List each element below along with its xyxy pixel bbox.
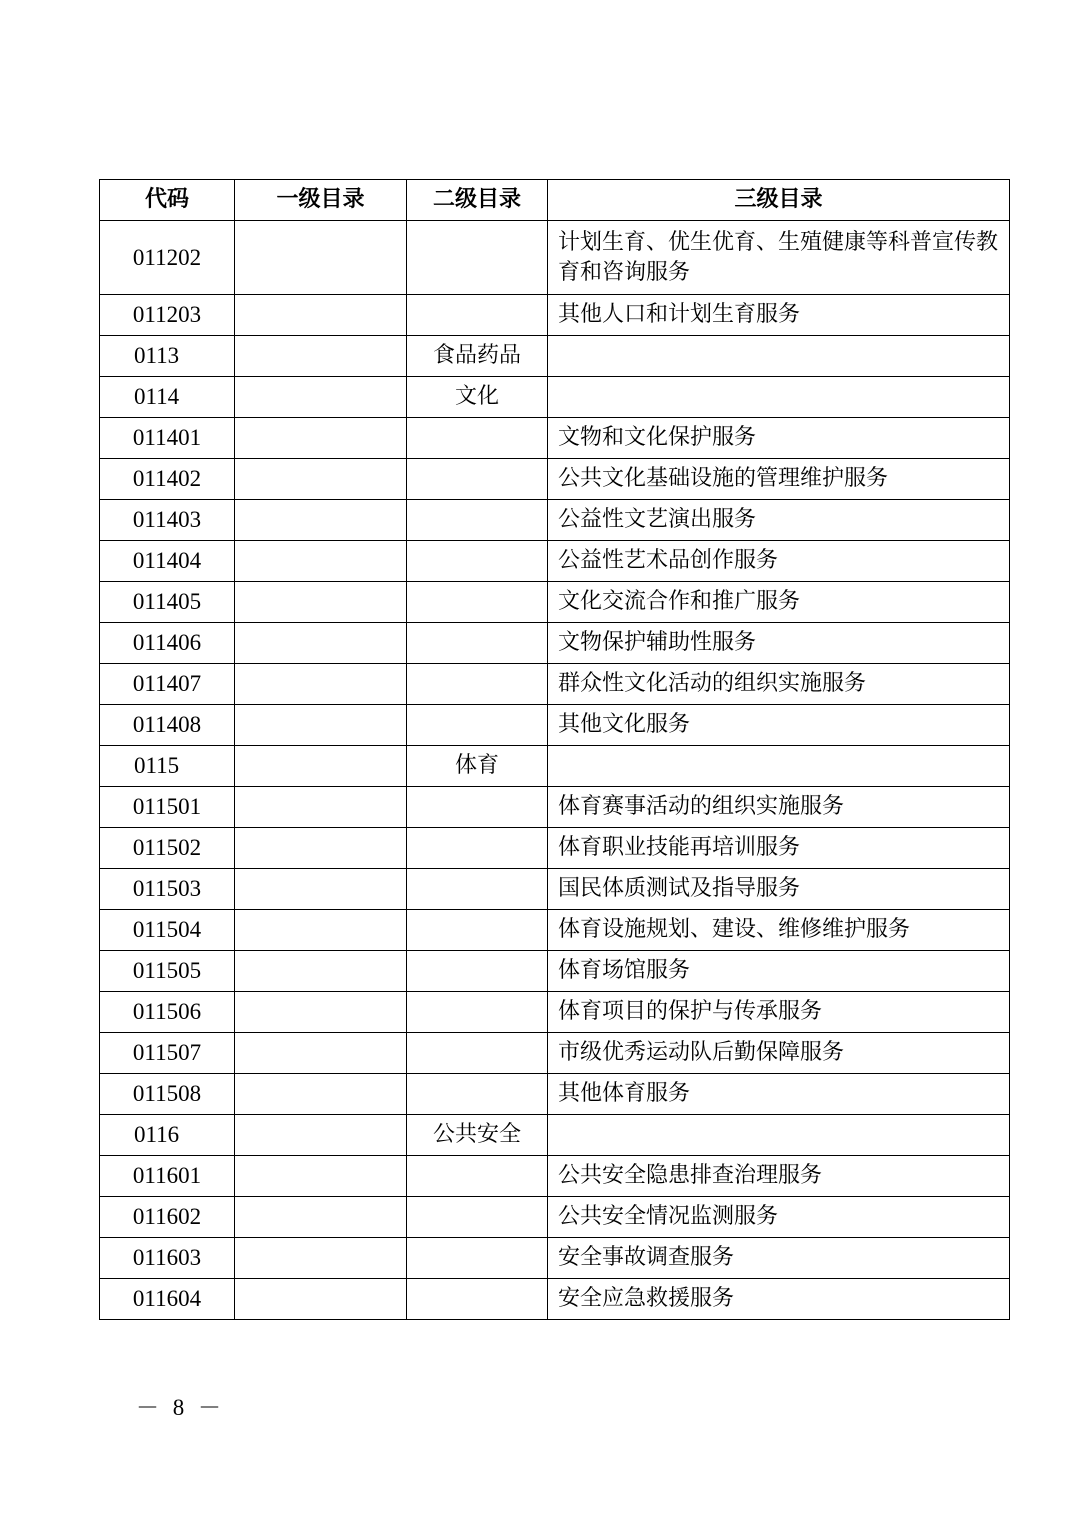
level3-cell: 公共安全情况监测服务 bbox=[548, 1197, 1010, 1238]
level2-cell bbox=[407, 1074, 548, 1115]
level3-cell: 公益性艺术品创作服务 bbox=[548, 541, 1010, 582]
level1-cell bbox=[235, 295, 407, 336]
code-cell: 011503 bbox=[100, 869, 235, 910]
code-cell: 011603 bbox=[100, 1238, 235, 1279]
level1-cell bbox=[235, 1115, 407, 1156]
table-row bbox=[100, 951, 1010, 992]
code-cell: 011505 bbox=[100, 951, 235, 992]
level3-cell: 文化交流合作和推广服务 bbox=[548, 582, 1010, 623]
level2-cell bbox=[407, 1033, 548, 1074]
table-row bbox=[100, 1238, 1010, 1279]
level2-cell bbox=[407, 582, 548, 623]
table-row bbox=[100, 992, 1010, 1033]
level2-cell bbox=[407, 295, 548, 336]
level2-cell bbox=[407, 1238, 548, 1279]
level3-cell bbox=[548, 1115, 1010, 1156]
code-cell: 011507 bbox=[100, 1033, 235, 1074]
table-row bbox=[100, 295, 1010, 336]
level3-cell: 国民体质测试及指导服务 bbox=[548, 869, 1010, 910]
level2-cell bbox=[407, 1156, 548, 1197]
code-cell: 011508 bbox=[100, 1074, 235, 1115]
code-cell: 011504 bbox=[100, 910, 235, 951]
level3-cell: 体育场馆服务 bbox=[548, 951, 1010, 992]
level2-cell bbox=[407, 623, 548, 664]
table-row bbox=[100, 910, 1010, 951]
level3-cell: 体育赛事活动的组织实施服务 bbox=[548, 787, 1010, 828]
level2-cell bbox=[407, 500, 548, 541]
level3-cell: 群众性文化活动的组织实施服务 bbox=[548, 664, 1010, 705]
level1-cell bbox=[235, 336, 407, 377]
table-body bbox=[100, 221, 1010, 1320]
level1-cell bbox=[235, 541, 407, 582]
code-cell: 011403 bbox=[100, 500, 235, 541]
table-row bbox=[100, 1074, 1010, 1115]
code-cell: 0114 bbox=[100, 377, 235, 418]
level2-cell bbox=[407, 418, 548, 459]
level3-cell: 公共文化基础设施的管理维护服务 bbox=[548, 459, 1010, 500]
level3-cell: 公共安全隐患排查治理服务 bbox=[548, 1156, 1010, 1197]
table-row bbox=[100, 582, 1010, 623]
level3-cell: 文物保护辅助性服务 bbox=[548, 623, 1010, 664]
table-row bbox=[100, 1197, 1010, 1238]
level2-cell bbox=[407, 828, 548, 869]
header-level1: 一级目录 bbox=[235, 180, 407, 221]
level3-cell: 其他人口和计划生育服务 bbox=[548, 295, 1010, 336]
level1-cell bbox=[235, 787, 407, 828]
level1-cell bbox=[235, 1033, 407, 1074]
level3-cell: 公益性文艺演出服务 bbox=[548, 500, 1010, 541]
table-row bbox=[100, 746, 1010, 787]
level3-cell: 安全事故调查服务 bbox=[548, 1238, 1010, 1279]
header-code: 代码 bbox=[100, 180, 235, 221]
code-cell: 011402 bbox=[100, 459, 235, 500]
header-level2: 二级目录 bbox=[407, 180, 548, 221]
table-row bbox=[100, 541, 1010, 582]
level2-cell bbox=[407, 787, 548, 828]
code-cell: 011408 bbox=[100, 705, 235, 746]
level1-cell bbox=[235, 992, 407, 1033]
level2-cell bbox=[407, 541, 548, 582]
code-cell: 011202 bbox=[100, 221, 235, 295]
level1-cell bbox=[235, 459, 407, 500]
level2-cell bbox=[407, 1197, 548, 1238]
level1-cell bbox=[235, 418, 407, 459]
level1-cell bbox=[235, 1279, 407, 1320]
code-cell: 011502 bbox=[100, 828, 235, 869]
table-row bbox=[100, 705, 1010, 746]
level1-cell bbox=[235, 746, 407, 787]
level1-cell bbox=[235, 221, 407, 295]
level1-cell bbox=[235, 623, 407, 664]
level3-cell: 体育项目的保护与传承服务 bbox=[548, 992, 1010, 1033]
table-row bbox=[100, 664, 1010, 705]
level1-cell bbox=[235, 1074, 407, 1115]
level2-cell: 公共安全 bbox=[407, 1115, 548, 1156]
table-row bbox=[100, 221, 1010, 295]
table-header bbox=[100, 180, 1010, 221]
level1-cell bbox=[235, 664, 407, 705]
level1-cell bbox=[235, 500, 407, 541]
level2-cell bbox=[407, 664, 548, 705]
level2-cell bbox=[407, 951, 548, 992]
level3-cell: 安全应急救援服务 bbox=[548, 1279, 1010, 1320]
level3-cell bbox=[548, 377, 1010, 418]
level3-cell: 其他文化服务 bbox=[548, 705, 1010, 746]
table-row bbox=[100, 828, 1010, 869]
code-cell: 011407 bbox=[100, 664, 235, 705]
table-row bbox=[100, 459, 1010, 500]
level1-cell bbox=[235, 951, 407, 992]
level3-cell: 体育设施规划、建设、维修维护服务 bbox=[548, 910, 1010, 951]
level3-cell: 计划生育、优生优育、生殖健康等科普宣传教育和咨询服务 bbox=[548, 221, 1010, 295]
table-row bbox=[100, 787, 1010, 828]
level3-cell: 市级优秀运动队后勤保障服务 bbox=[548, 1033, 1010, 1074]
level1-cell bbox=[235, 1238, 407, 1279]
table-row bbox=[100, 377, 1010, 418]
level2-cell bbox=[407, 459, 548, 500]
level2-cell bbox=[407, 869, 548, 910]
code-cell: 0113 bbox=[100, 336, 235, 377]
code-cell: 0115 bbox=[100, 746, 235, 787]
table-row bbox=[100, 1115, 1010, 1156]
level3-cell bbox=[548, 336, 1010, 377]
code-cell: 011604 bbox=[100, 1279, 235, 1320]
code-cell: 011203 bbox=[100, 295, 235, 336]
code-cell: 0116 bbox=[100, 1115, 235, 1156]
level3-cell: 其他体育服务 bbox=[548, 1074, 1010, 1115]
code-cell: 011404 bbox=[100, 541, 235, 582]
catalog-table bbox=[99, 179, 1010, 1320]
header-level3: 三级目录 bbox=[548, 180, 1010, 221]
level2-cell bbox=[407, 221, 548, 295]
code-cell: 011406 bbox=[100, 623, 235, 664]
code-cell: 011601 bbox=[100, 1156, 235, 1197]
code-cell: 011501 bbox=[100, 787, 235, 828]
table-row bbox=[100, 336, 1010, 377]
table-row bbox=[100, 1033, 1010, 1074]
code-cell: 011405 bbox=[100, 582, 235, 623]
table-row bbox=[100, 869, 1010, 910]
level2-cell bbox=[407, 1279, 548, 1320]
level1-cell bbox=[235, 910, 407, 951]
level2-cell bbox=[407, 992, 548, 1033]
code-cell: 011602 bbox=[100, 1197, 235, 1238]
level2-cell: 文化 bbox=[407, 377, 548, 418]
level1-cell bbox=[235, 1156, 407, 1197]
table-row bbox=[100, 1156, 1010, 1197]
table-row bbox=[100, 418, 1010, 459]
table-row bbox=[100, 500, 1010, 541]
level1-cell bbox=[235, 1197, 407, 1238]
code-cell: 011506 bbox=[100, 992, 235, 1033]
level1-cell bbox=[235, 705, 407, 746]
level1-cell bbox=[235, 869, 407, 910]
table-row bbox=[100, 623, 1010, 664]
level3-cell: 体育职业技能再培训服务 bbox=[548, 828, 1010, 869]
level3-cell bbox=[548, 746, 1010, 787]
level2-cell bbox=[407, 705, 548, 746]
level2-cell bbox=[407, 910, 548, 951]
header-row bbox=[100, 180, 1010, 221]
level2-cell: 体育 bbox=[407, 746, 548, 787]
level1-cell bbox=[235, 828, 407, 869]
table-row bbox=[100, 1279, 1010, 1320]
page-number: － 8 － bbox=[136, 1395, 225, 1420]
code-cell: 011401 bbox=[100, 418, 235, 459]
level2-cell: 食品药品 bbox=[407, 336, 548, 377]
level1-cell bbox=[235, 582, 407, 623]
level1-cell bbox=[235, 377, 407, 418]
level3-cell: 文物和文化保护服务 bbox=[548, 418, 1010, 459]
